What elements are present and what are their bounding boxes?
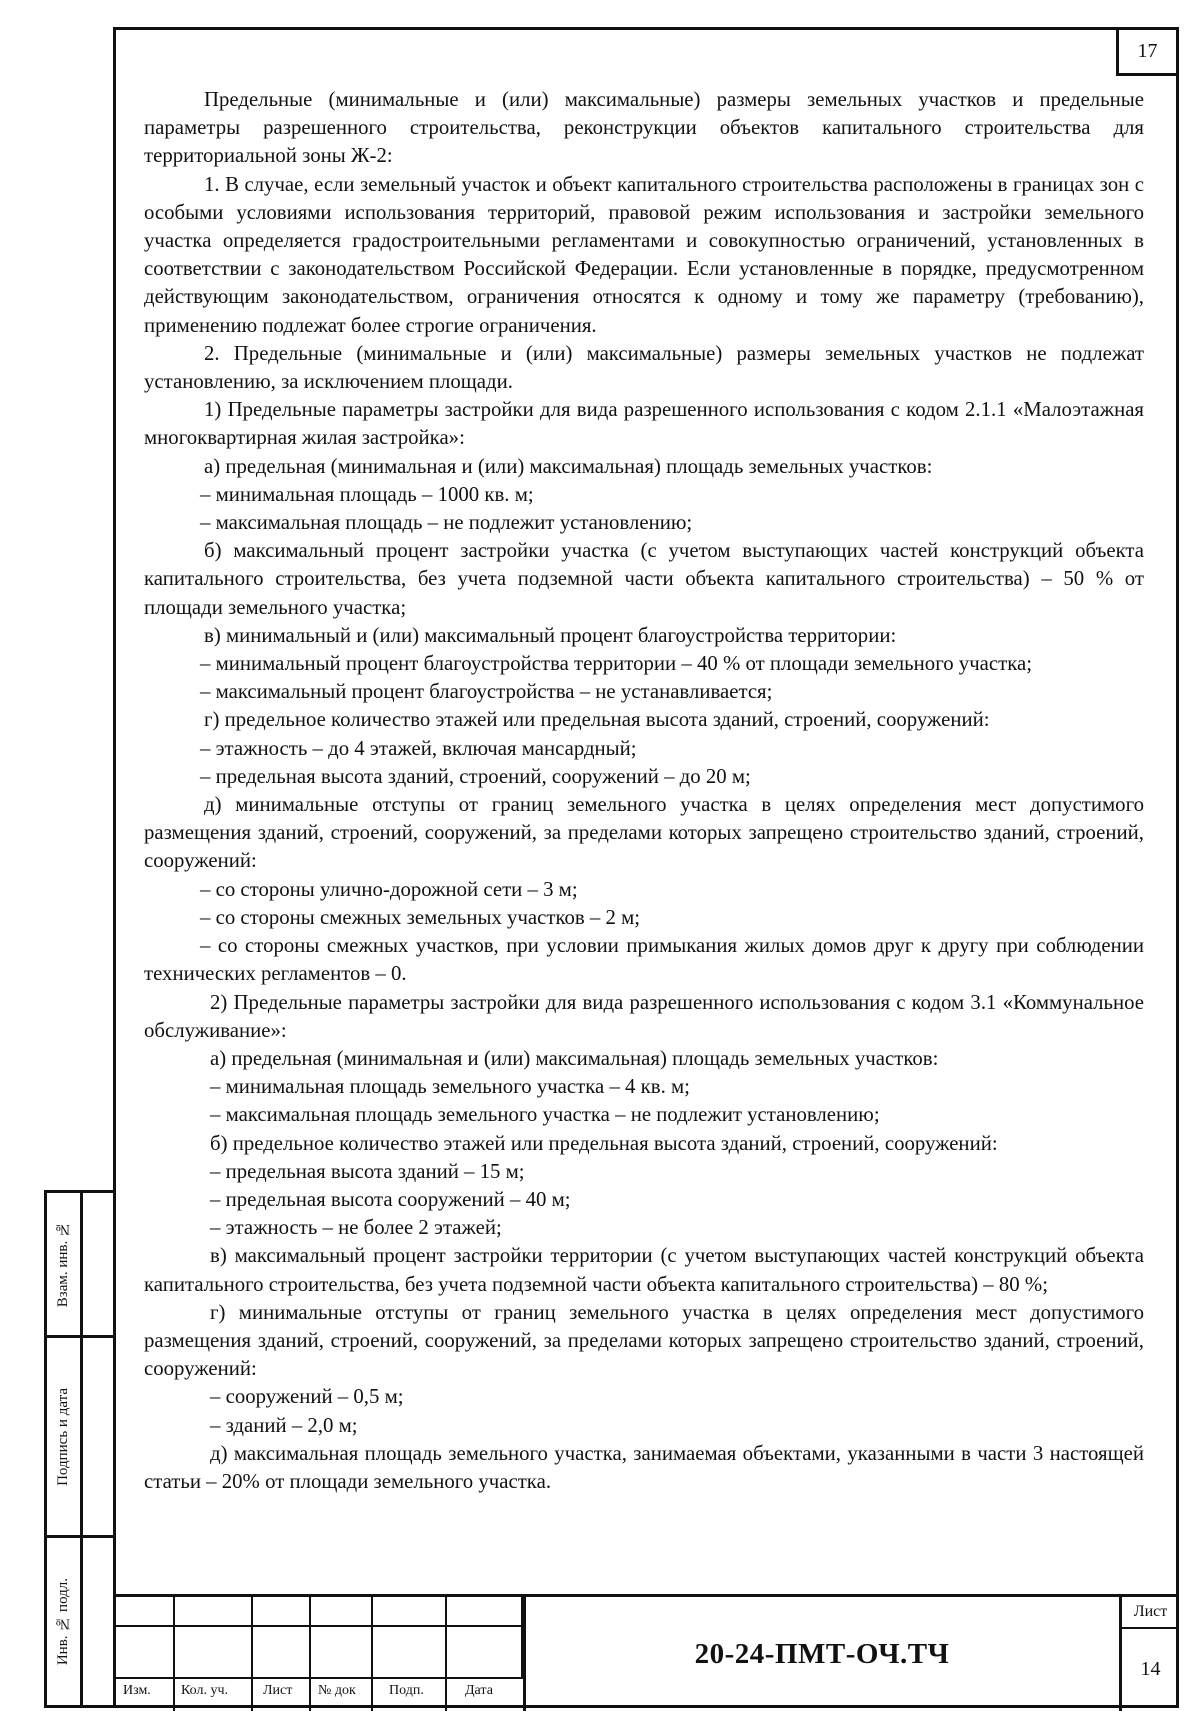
list-item: – максимальная площадь земельного участка – не подлежит установлению; <box>210 1103 880 1127</box>
col-podp: Подп. <box>389 1683 424 1698</box>
list-item: – минимальная площадь земельного участка – 4 кв. м; <box>210 1075 690 1099</box>
list-item: – со стороны смежных участков, при условии примыкания жилых домов друг к другу при соблюдении технических регламентов – 0. <box>144 934 1144 986</box>
list-item: – максимальная площадь – не подлежит установлению; <box>200 511 693 535</box>
col-nom-dok: № док <box>318 1683 356 1698</box>
document-body <box>144 86 1144 1496</box>
document-code: 20-24-ПМТ-ОЧ.ТЧ <box>523 1597 1118 1711</box>
paragraph: б) максимальный процент застройки участка (с учетом выступающих частей конструкций объекта капитального строительства, без учета подземной части объекта капитального строительства) – 50 % от площади земельного участка; <box>144 539 1144 619</box>
side-stamp-inv <box>44 1535 116 1708</box>
list-item: – минимальный процент благоустройства территории – 40 % от площади земельного участка; <box>200 652 1033 676</box>
revision-grid <box>113 1597 523 1711</box>
paragraph: 1. В случае, если земельный участок и объект капитального строительства расположены в границах зон с особыми условиями использования территорий, правовой режим использования и застройки земельного участка определяется градостроительными регламентами и совокупностью ограничений, установленных в соответствии с законодательством Российской Федерации. Если установленные в порядке, предусмотренном действующим законодательством, ограничения относятся к одному и тому же параметру (требованию), применению подлежат более строгие ограничения. <box>144 172 1144 337</box>
list-item: – максимальный процент благоустройства – не устанавливается; <box>200 680 773 704</box>
list-item: – со стороны смежных земельных участков – 2 м; <box>200 905 641 929</box>
paragraph: 2) Предельные параметры застройки для вида разрешенного использования с кодом 3.1 «Коммунальное обслуживание»: <box>144 990 1144 1042</box>
list-item: – со стороны улично-дорожной сети – 3 м; <box>200 877 578 901</box>
inv-label: Инв. № подл. <box>55 1577 71 1666</box>
paragraph: д) минимальные отступы от границ земельного участка в целях определения мест допустимого размещения зданий, строений, сооружений, за пределами которых запрещено строительство зданий, строений, сооружений: <box>144 793 1144 873</box>
col-data: Дата <box>465 1683 493 1698</box>
paragraph: а) предельная (минимальная и (или) максимальная) площадь земельных участков: <box>210 1046 939 1070</box>
paragraph: в) минимальный и (или) максимальный процент благоустройства территории: <box>204 623 897 647</box>
col-izm: Изм. <box>123 1683 151 1698</box>
list-item: – зданий – 2,0 м; <box>210 1413 358 1437</box>
paragraph: г) предельное количество этажей или предельная высота зданий, строений, сооружений: <box>204 708 990 732</box>
col-kol-uch: Кол. уч. <box>181 1683 228 1698</box>
paragraph: б) предельное количество этажей или предельная высота зданий, строений, сооружений: <box>210 1131 998 1155</box>
sheet-label: Лист <box>1122 1597 1179 1629</box>
list-item: – предельная высота сооружений – 40 м; <box>210 1187 571 1211</box>
paragraph: д) максимальная площадь земельного участка, занимаемая объектами, указанными в части 3 настоящей статьи – 20% от площади земельного участка. <box>144 1441 1144 1493</box>
sheet-number: 14 <box>1140 1657 1161 1680</box>
paragraph: 1) Предельные параметры застройки для вида разрешенного использования с кодом 2.1.1 «Малоэтажная многоквартирная жилая застройка»: <box>144 398 1144 450</box>
page-number: 17 <box>1116 30 1176 76</box>
list-item: – сооружений – 0,5 м; <box>210 1385 404 1409</box>
vzam-label: Взам. инв. № <box>55 1220 71 1308</box>
paragraph: Предельные (минимальные и (или) максимальные) размеры земельных участков и предельные параметры разрешенного строительства, реконструкции объектов капитального строительства для территориальной зоны Ж-2: <box>144 88 1144 168</box>
col-list: Лист <box>263 1683 293 1698</box>
paragraph: в) максимальный процент застройки территории (с учетом выступающих частей конструкций объекта капитального строительства, без учета подземной части объекта капитального строительства) – 80 %; <box>144 1244 1144 1296</box>
podpis-label: Подпись и дата <box>55 1387 71 1486</box>
paragraph: а) предельная (минимальная и (или) максимальная) площадь земельных участков: <box>204 454 933 478</box>
sheet-box <box>1119 1597 1179 1711</box>
list-item: – предельная высота зданий – 15 м; <box>210 1159 525 1183</box>
side-stamp-vzam <box>44 1190 116 1338</box>
title-block <box>113 1594 1179 1708</box>
list-item: – этажность – не более 2 этажей; <box>210 1216 502 1240</box>
paragraph: г) минимальные отступы от границ земельного участка в целях определения мест допустимого размещения зданий, строений, сооружений, за пределами которых запрещено строительство зданий, строений, сооружений: <box>144 1300 1144 1381</box>
paragraph: 2. Предельные (минимальные и (или) максимальные) размеры земельных участков не подлежат установлению, за исключением площади. <box>144 341 1144 394</box>
list-item: – предельная высота зданий, строений, сооружений – до 20 м; <box>200 764 751 788</box>
side-stamp-podpis <box>44 1335 116 1538</box>
list-item: – этажность – до 4 этажей, включая мансардный; <box>200 736 637 760</box>
list-item: – минимальная площадь – 1000 кв. м; <box>200 482 534 506</box>
